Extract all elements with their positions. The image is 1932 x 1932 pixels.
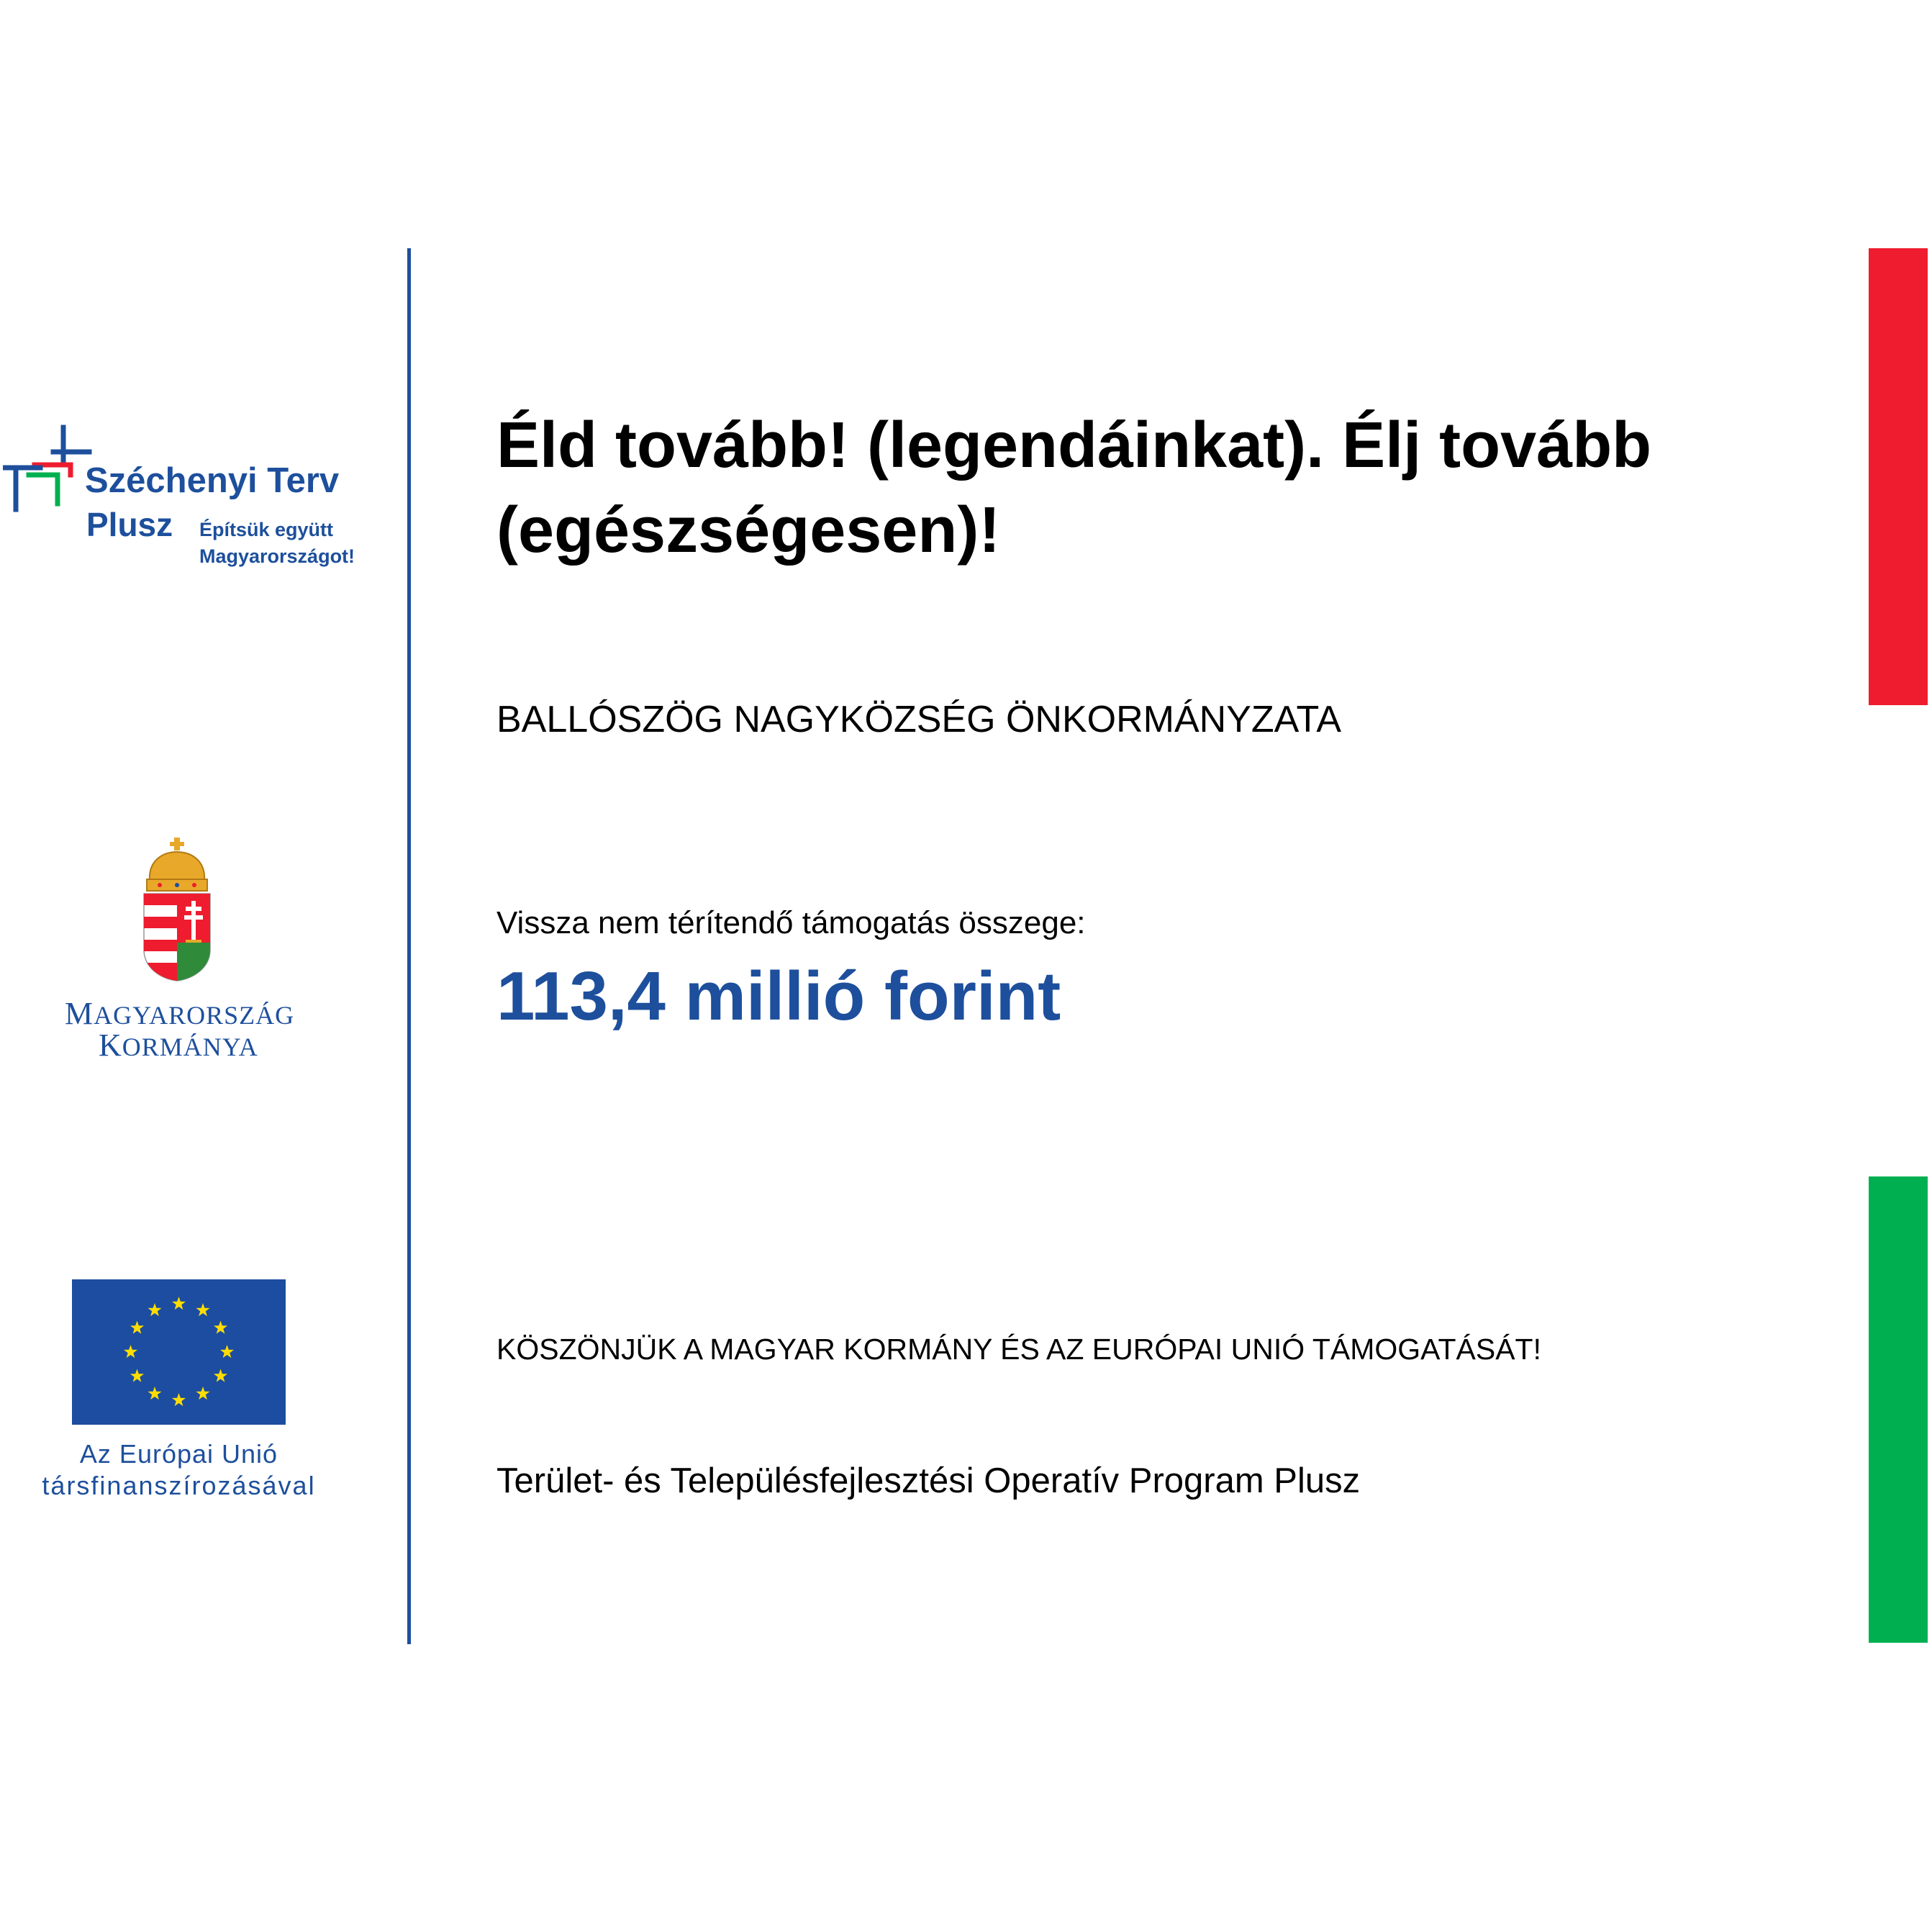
eu-caption-line1: Az Európai Unió	[79, 1439, 278, 1469]
government-line1-initial: M	[65, 996, 94, 1031]
support-amount: 113,4 millió forint	[496, 958, 1061, 1035]
szechenyi-slogan	[199, 517, 355, 570]
government-line2-rest: ORMÁNYA	[122, 1033, 258, 1061]
government-line2-initial: K	[99, 1028, 122, 1063]
support-label: Vissza nem térítendő támogatás összege:	[496, 905, 1086, 940]
government-name-line2	[99, 1027, 258, 1063]
vertical-divider	[407, 248, 411, 1644]
szechenyi-slogan-line2: Magyarországot!	[199, 545, 355, 567]
program-name: Terület- és Településfejlesztési Operatív Program Plusz	[496, 1461, 1361, 1500]
szechenyi-cross-icon	[3, 423, 92, 512]
coat-of-arms-icon	[141, 835, 213, 982]
beneficiary-name: BALLÓSZÖG NAGYKÖZSÉG ÖNKORMÁNYZATA	[496, 699, 1342, 740]
government-line1-rest: AGYARORSZÁG	[94, 1001, 295, 1030]
eu-flag-icon	[72, 1279, 286, 1425]
project-headline: Éld tovább! (legendáinkat). Élj tovább (egészségesen)!	[496, 409, 1652, 566]
szechenyi-slogan-line1: Építsük együtt	[199, 519, 334, 540]
eu-caption-line2: társfinanszírozásával	[42, 1471, 316, 1500]
szechenyi-title: Széchenyi Terv	[85, 461, 340, 500]
szechenyi-plusz: Plusz	[86, 506, 173, 543]
flag-stripe-green	[1869, 1176, 1928, 1643]
flag-stripe-red	[1869, 248, 1928, 705]
thanks-text: KÖSZÖNJÜK A MAGYAR KORMÁNY ÉS AZ EURÓPAI UNIÓ TÁMOGATÁSÁT!	[496, 1333, 1541, 1366]
